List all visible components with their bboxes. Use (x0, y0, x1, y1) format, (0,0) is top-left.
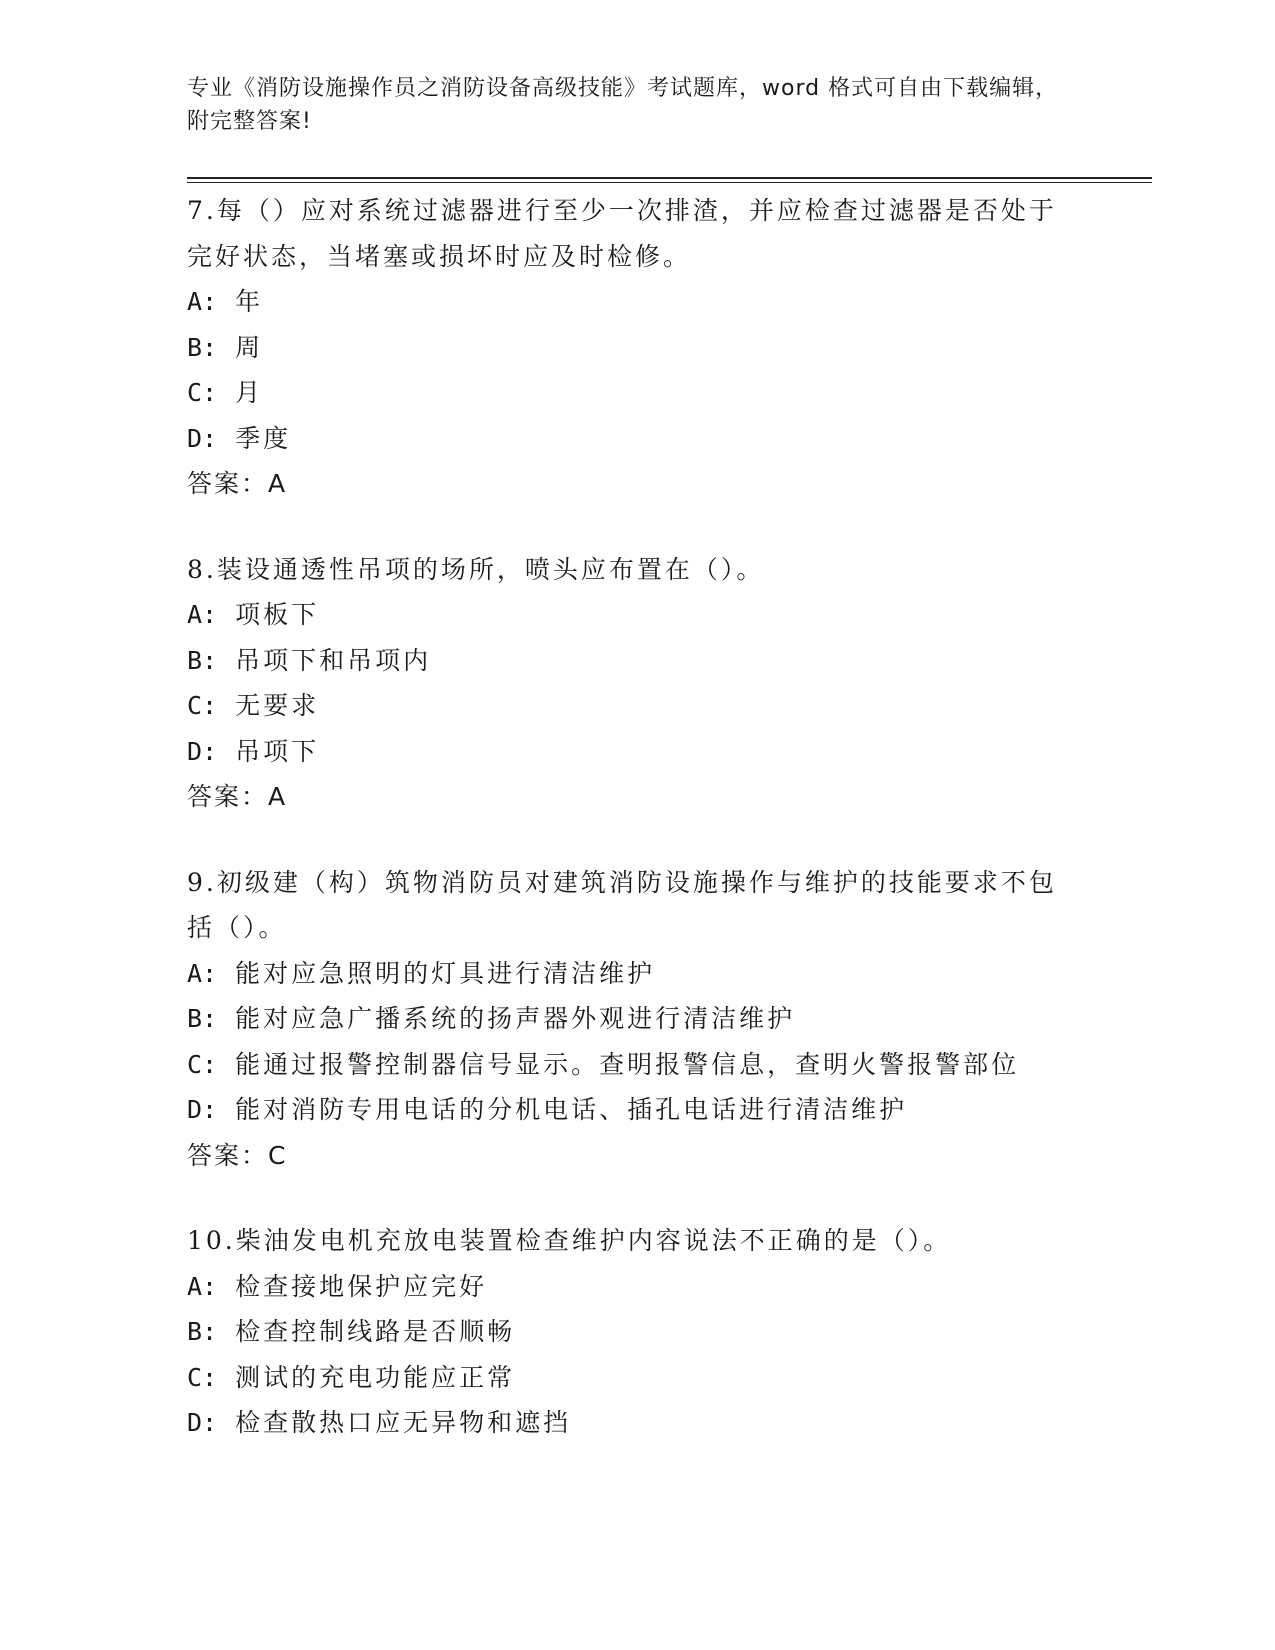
option-b: B: 周 (187, 332, 264, 362)
option-a: A: 年 (187, 287, 264, 316)
question-list (187, 188, 1067, 1486)
option-b: B: 吊项下和吊项内 (187, 645, 432, 675)
question-stem: 8.装设通透性吊项的场所，喷头应布置在（）。 (187, 554, 765, 584)
question-7 (187, 188, 1067, 507)
header-rule-thick (187, 177, 1152, 179)
answer-line: 答案：A (187, 469, 288, 498)
header-text: 专业《消防设施操作员之消防设备高级技能》考试题库，word 格式可自由下载编辑，附完整答案! (187, 76, 1059, 134)
option-d: D: 能对消防专用电话的分机电话、插孔电话进行清洁维护 (187, 1095, 908, 1124)
option-c: C: 月 (187, 378, 264, 407)
option-c: C: 无要求 (187, 691, 320, 720)
option-c: C: 能通过报警控制器信号显示。查明报警信息，查明火警报警部位 (187, 1049, 1020, 1079)
option-b: B: 能对应急广播系统的扬声器外观进行清洁维护 (187, 1004, 796, 1033)
option-d: D: 检查散热口应无异物和遮挡 (187, 1408, 572, 1437)
option-a: A: 检查接地保护应完好 (187, 1271, 488, 1301)
option-d: D: 吊项下 (187, 736, 320, 766)
question-stem: 9.初级建（构）筑物消防员对建筑消防设施操作与维护的技能要求不包括（）。 (187, 867, 1057, 942)
answer-line: 答案：A (187, 782, 288, 811)
header-rule-thin (187, 182, 1152, 183)
option-b: B: 检查控制线路是否顺畅 (187, 1317, 516, 1346)
option-d: D: 季度 (187, 423, 292, 453)
question-stem: 7.每（）应对系统过滤器进行至少一次排渣，并应检查过滤器是否处于完好状态，当堵塞或损坏时应及时检修。 (187, 196, 1057, 271)
question-8 (187, 547, 1067, 820)
answer-line: 答案：C (187, 1140, 288, 1170)
option-c: C: 测试的充电功能应正常 (187, 1362, 516, 1392)
question-10 (187, 1218, 1067, 1446)
option-a: A: 能对应急照明的灯具进行清洁维护 (187, 958, 656, 988)
option-a: A: 项板下 (187, 600, 320, 629)
question-9 (187, 860, 1067, 1179)
question-stem: 10.柴油发电机充放电装置检查维护内容说法不正确的是（）。 (187, 1226, 952, 1255)
